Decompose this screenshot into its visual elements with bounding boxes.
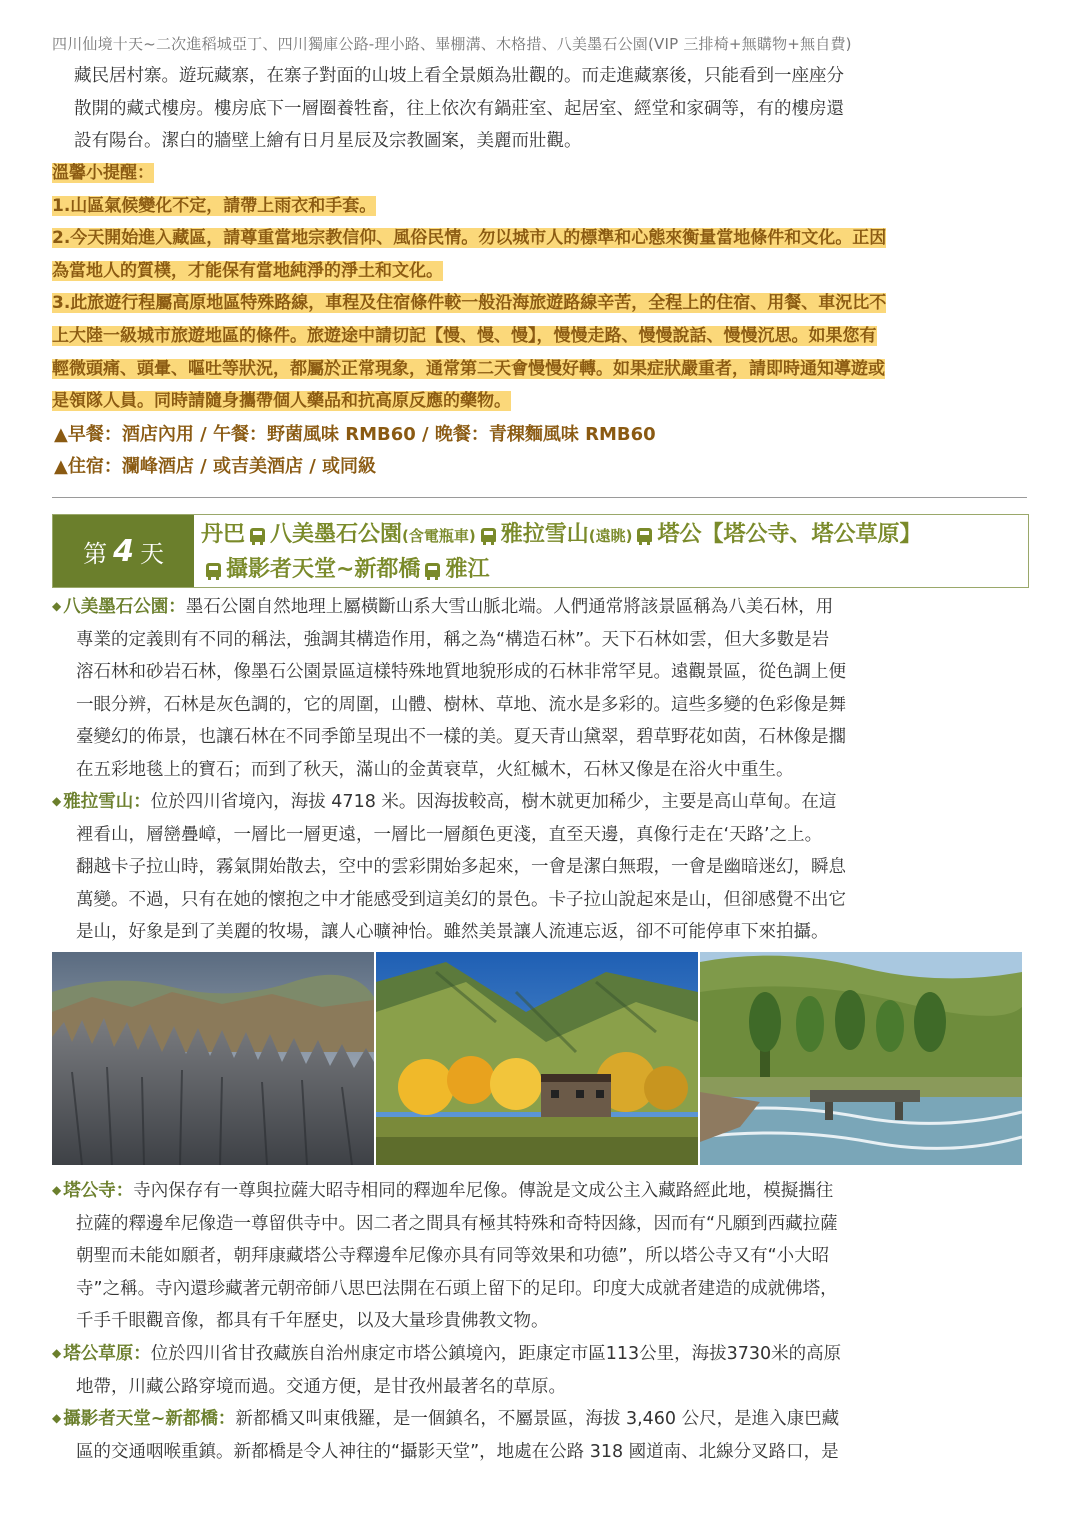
section-line: 寺內保存有一尊與拉薩大昭寺相同的釋迦牟尼像。傳說是文成公主入藏路經此地，模擬攜往 <box>133 1181 834 1201</box>
tagong-grassland-photo <box>700 952 1022 1165</box>
section-line: 專業的定義則有不同的稱法，強調其構造作用，稱之為“構造石林”。天下石林如雲，但大多數是岩 <box>76 629 830 650</box>
section-line: 一眼分辨，石林是灰色調的，它的周圍，山體、樹林、草地、流水是多彩的。這些多變的色彩像是舞 <box>76 694 846 715</box>
day-label <box>53 515 194 587</box>
section-name: 塔公寺： <box>63 1181 134 1201</box>
stop-note: (遠眺) <box>588 527 633 545</box>
day-suffix: 天 <box>139 539 164 568</box>
section-line: 裡看山，層巒疊嶂，一層比一層更遠，一層比一層顏色更淺，直至天邊，真像行走在‘天路’之上。 <box>76 824 823 845</box>
page-header: 四川仙境十天~二次進稻城亞丁、四川獨庫公路-理小路、畢棚溝、木格措、八美墨石公園(VIP 三排椅+無購物+無自費) <box>52 35 852 53</box>
day-title <box>201 518 1024 586</box>
section-line: 朝聖而未能如願者，朝拜康藏塔公寺釋邊牟尼像亦具有同等效果和功德”，所以塔公寺又有“小大昭 <box>76 1246 830 1266</box>
section-name: 雅拉雪山： <box>63 792 151 812</box>
bus-icon <box>481 528 496 542</box>
hotel-info: ▲住宿：瀾峰酒店 / 或吉美酒店 / 或同級 <box>54 456 377 477</box>
tip-line: 1.山區氣候變化不定，請帶上雨衣和手套。 <box>52 195 377 216</box>
section-line: 地帶，川藏公路穿境而過。交通方便，是甘孜州最著名的草原。 <box>76 1376 566 1397</box>
yala-mountain-photo <box>376 952 698 1165</box>
stop-bamei: 八美墨石公園 <box>270 522 403 547</box>
section-bamei <box>52 590 1027 786</box>
bus-icon <box>206 563 221 577</box>
tip-line: 上大陸一級城市旅遊地區的條件。旅遊途中請切記【慢、慢、慢】，慢慢走路、慢慢說話、慢慢沉思。如果您有 <box>52 325 877 346</box>
day-number: 4 <box>113 533 134 569</box>
tip-line: 為當地人的質樸，才能保有當地純淨的淨土和文化。 <box>52 260 443 281</box>
section-line: 千手千眼觀音像，都具有千年歷史，以及大量珍貴佛教文物。 <box>76 1311 549 1331</box>
tips-title: 溫馨小提醒： <box>52 163 154 183</box>
section-line: 是山，好象是到了美麗的牧場，讓人心曠神怡。雖然美景讓人流連忘返，卻不可能停車下來拍攝。 <box>76 922 829 942</box>
bus-icon <box>250 528 265 542</box>
section-line: 萬變。不過，只有在她的懷抱之中才能感受到這美幻的景色。卡子拉山說起來是山，但卻感覺不出它 <box>76 889 846 910</box>
stop-yala: 雅拉雪山 <box>500 522 589 547</box>
diamond-bullet-icon: ◆ <box>52 794 62 808</box>
intro-line: 散開的藏式樓房。樓房底下一層圈養牲畜，往上依次有鍋莊室、起居室、經堂和家碉等，有的樓房還 <box>74 98 844 119</box>
section-line: 翻越卡子拉山時，霧氣開始散去，空中的雲彩開始多起來，一會是潔白無瑕，一會是幽暗迷幻，瞬息 <box>76 857 846 877</box>
stop-xinduqiao: 攝影者天堂~新都橋 <box>226 557 421 582</box>
stop-note: (含電瓶車) <box>402 527 476 545</box>
intro-line: 設有陽台。潔白的牆壁上繪有日月星辰及宗教圖案，美麗而壯觀。 <box>74 131 582 151</box>
stop-yajiang: 雅江 <box>445 557 490 582</box>
section-line: 位於四川省甘孜藏族自治州康定市塔公鎮境內，距康定市區113公里，海拔3730米的高原 <box>150 1344 842 1364</box>
section-line: 在五彩地毯上的寶石；而到了秋天，滿山的金黃衰草，火紅槭木，石林又像是在浴火中重生。 <box>76 759 794 780</box>
section-line: 墨石公園自然地理上屬橫斷山系大雪山脈北端。人們通常將該景區稱為八美石林，用 <box>185 597 834 617</box>
section-tagong-temple <box>52 1174 1027 1338</box>
photo-strip <box>52 952 1022 1165</box>
diamond-bullet-icon: ◆ <box>52 1411 62 1425</box>
stop-danba: 丹巴 <box>201 522 246 547</box>
tip-line: 2.今天開始進入藏區，請尊重當地宗教信仰、風俗民情。勿以城市人的標準和心態來衡量當地條件和文化。正因 <box>52 228 887 249</box>
bus-icon <box>637 528 652 542</box>
section-line: 溶石林和砂岩石林，像墨石公園景區這樣特殊地質地貌形成的石林非常罕見。遠觀景區，從色調上便 <box>76 662 846 682</box>
section-line: 新都橋又叫東俄羅，是一個鎮名，不屬景區，海拔 3,460 公尺，是進入康巴藏 <box>235 1409 840 1429</box>
tip-line: 輕微頭痛、頭暈、嘔吐等狀況，都屬於正常現象，通常第二天會慢慢好轉。如果症狀嚴重者，請即時通知導遊或 <box>52 358 885 379</box>
day-header <box>52 514 1029 588</box>
diamond-bullet-icon: ◆ <box>52 1183 62 1197</box>
intro-paragraph <box>52 60 1027 158</box>
intro-line: 藏民居村寨。遊玩藏寨，在寨子對面的山坡上看全景頗為壯觀的。而走進藏寨後，只能看到一座座分 <box>74 66 844 86</box>
stop-tagong: 塔公【塔公寺、塔公草原】 <box>657 522 922 547</box>
section-divider <box>52 497 1027 498</box>
tip-line: 3.此旅遊行程屬高原地區特殊路線，車程及住宿條件較一般沿海旅遊路線辛苦，全程上的住宿、用餐、車況比不 <box>52 293 887 314</box>
diamond-bullet-icon: ◆ <box>52 1346 62 1360</box>
section-name: 八美墨石公園： <box>63 597 186 617</box>
section-line: 寺”之稱。寺內還珍藏著元朝帝師八思巴法開在石頭上留下的足印。印度大成就者建造的成就佛塔， <box>76 1278 838 1299</box>
day-prefix: 第 <box>83 539 108 568</box>
section-name: 塔公草原： <box>63 1344 151 1364</box>
diamond-bullet-icon: ◆ <box>52 599 62 613</box>
section-line: 拉薩的釋邊牟尼像造一尊留供寺中。因二者之間具有極其特殊和奇特因緣，因而有“凡願到西藏拉薩 <box>76 1213 838 1234</box>
tips-block <box>52 157 1027 418</box>
section-line: 位於四川省境內，海拔 4718 米。因海拔較高，樹木就更加稀少，主要是高山草甸。在這 <box>150 792 837 812</box>
section-yala <box>52 785 1027 949</box>
meals-info: ▲早餐：酒店內用 / 午餐：野菌風味 RMB60 / 晚餐：青稞麵風味 RMB60 <box>54 424 656 445</box>
section-name: 攝影者天堂~新都橋： <box>63 1409 236 1429</box>
section-xinduqiao <box>52 1402 1027 1468</box>
section-line: 區的交通咽喉重鎮。新都橋是令人神往的“攝影天堂”，地處在公路 318 國道南、北線分叉路口，是 <box>76 1441 839 1462</box>
bus-icon <box>425 563 440 577</box>
tip-line: 是領隊人員。同時請隨身攜帶個人藥品和抗高原反應的藥物。 <box>52 391 511 412</box>
section-tagong-grassland <box>52 1337 1027 1403</box>
section-line: 臺變幻的佈景，也讓石林在不同季節呈現出不一樣的美。夏天青山黛翠，碧草野花如茵，石林像是擱 <box>76 727 846 747</box>
stone-forest-photo <box>52 952 374 1165</box>
